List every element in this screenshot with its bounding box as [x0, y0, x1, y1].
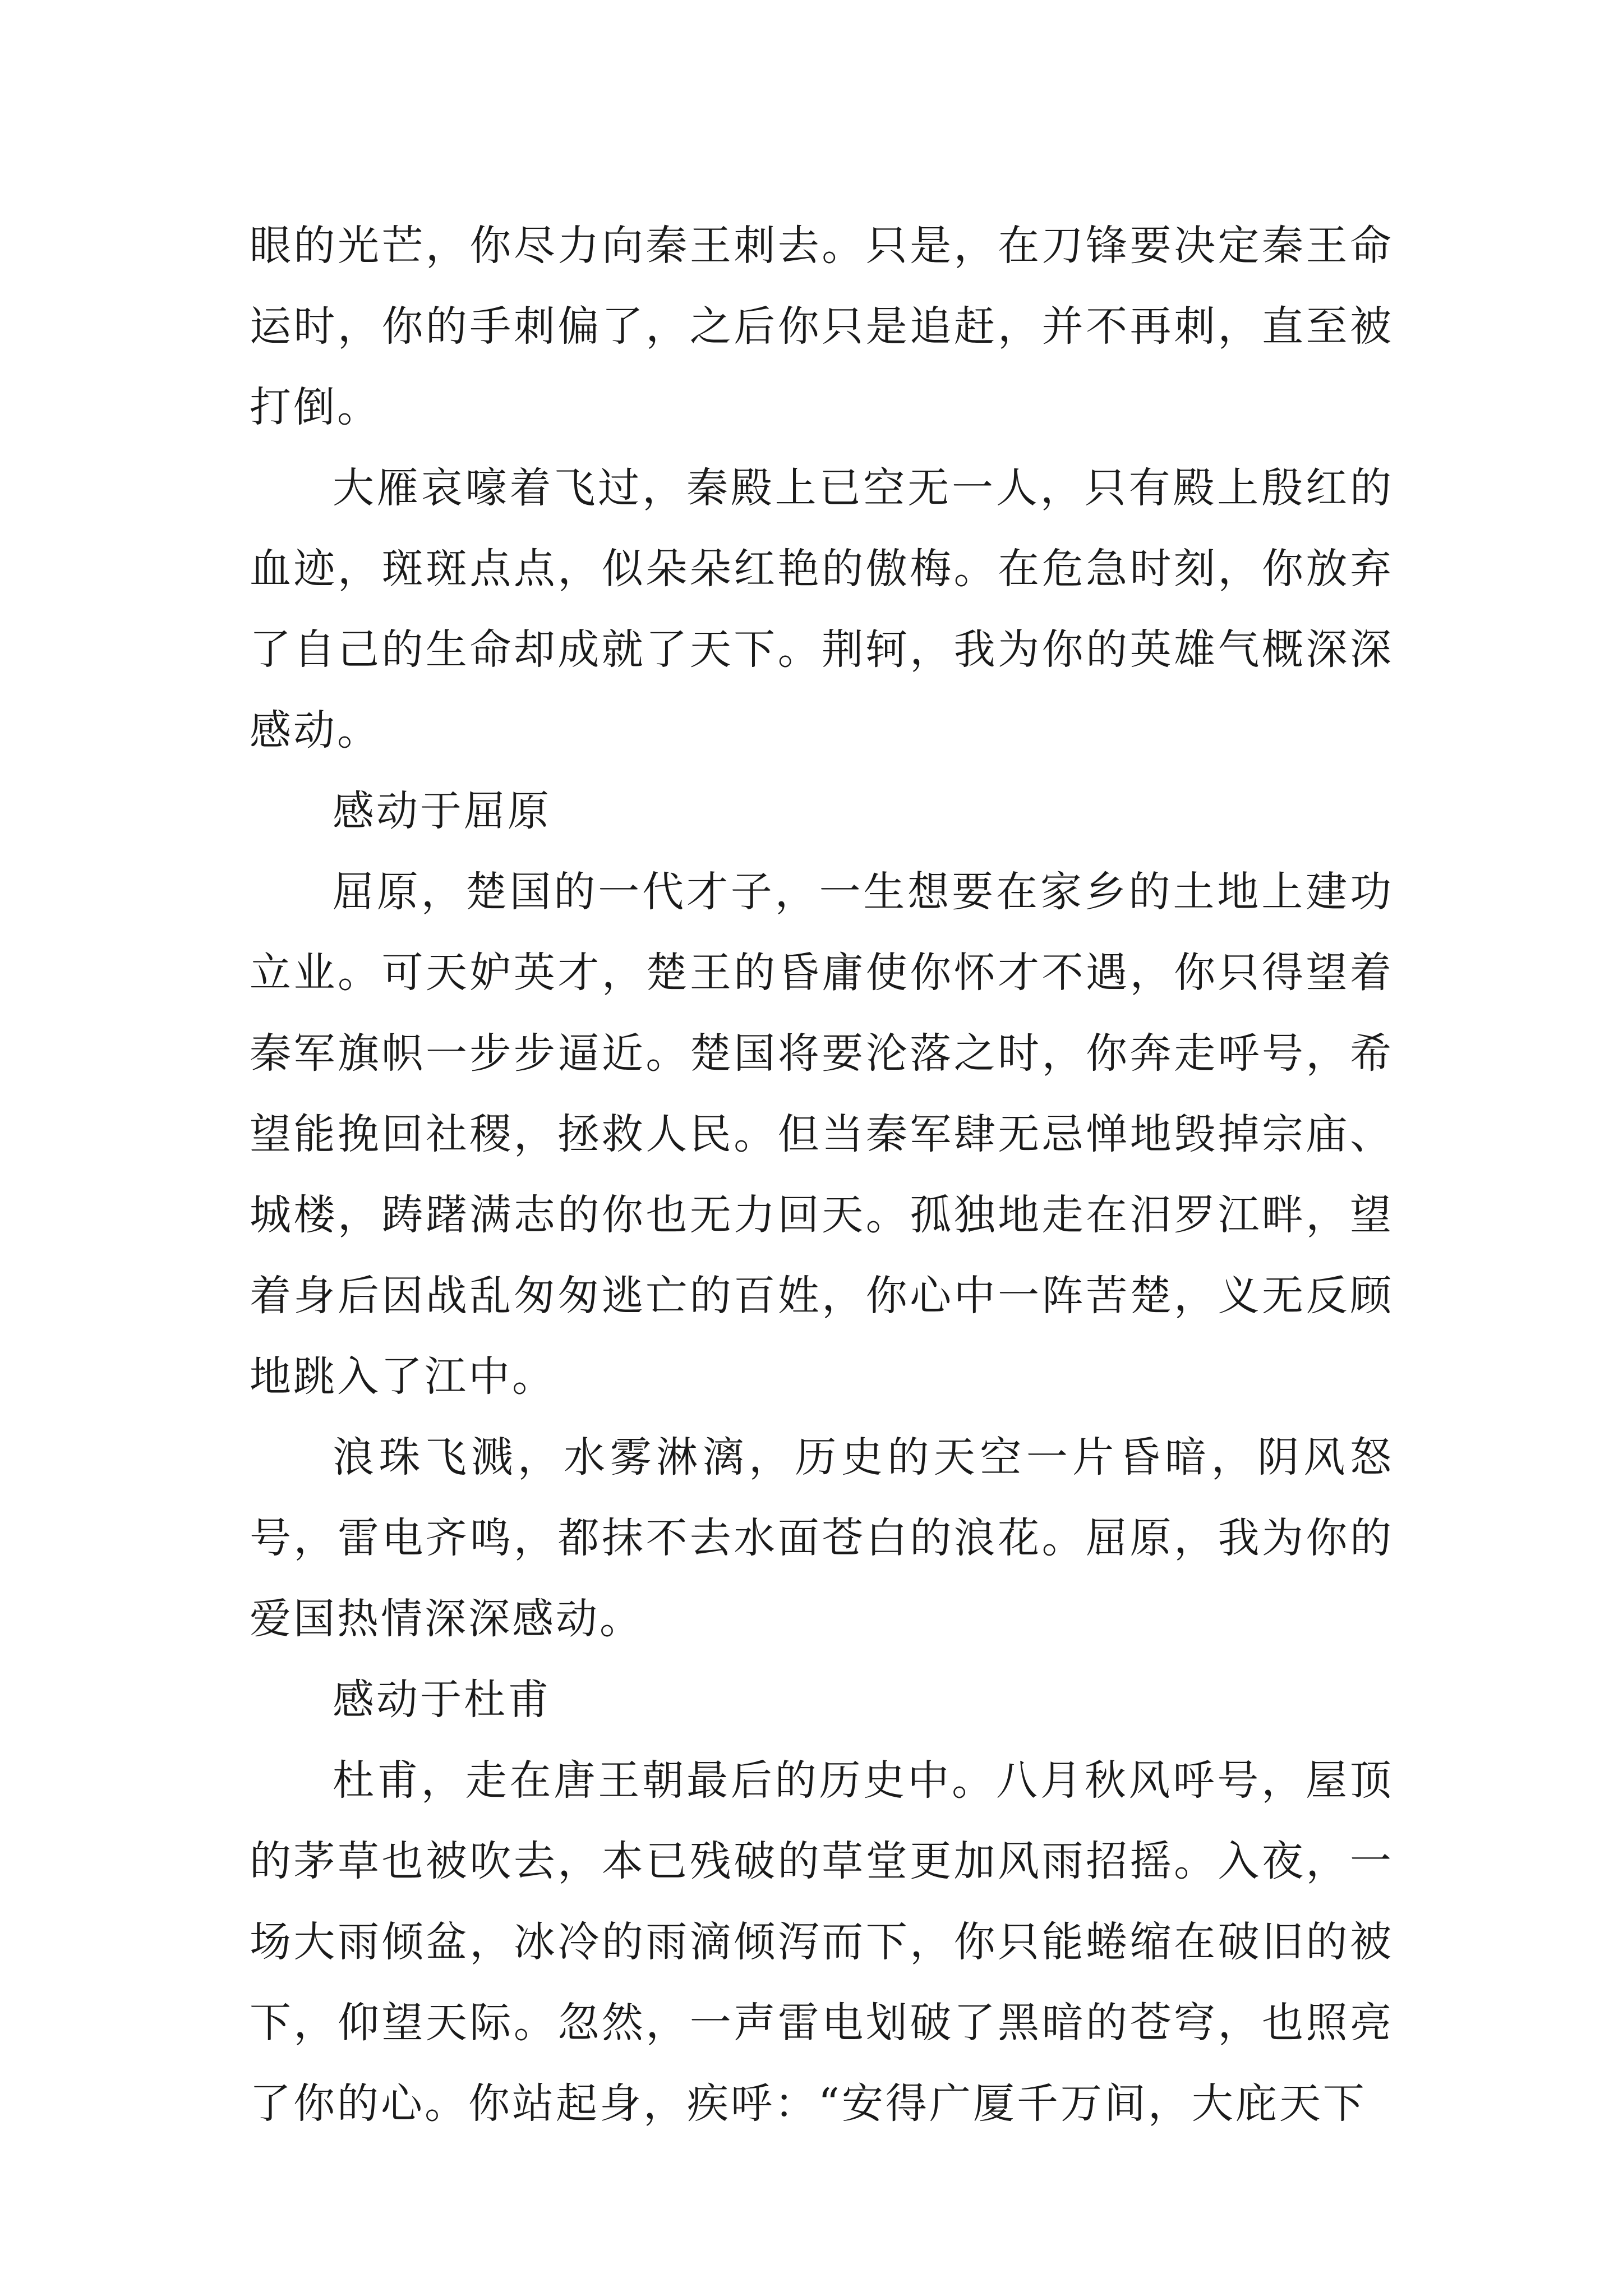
paragraph-jing-ke-summary: 大雁哀嚎着飞过，秦殿上已空无一人，只有殿上殷红的血迹，斑斑点点，似朵朵红艳的傲梅。在危急时刻，你放弃了自己的生命却成就了天下。荆轲，我为你的英雄气概深深感动。: [250, 464, 1394, 754]
document-body: [250, 205, 1394, 2144]
paragraph-qu-yuan-summary: 浪珠飞溅，水雾淋漓，历史的天空一片昏暗，阴风怒号，雷电齐鸣，都抹不去水面苍白的浪花。屈原，我为你的爱国热情深深感动。: [250, 1433, 1394, 1643]
paragraph-du-fu-story: 杜甫，走在唐王朝最后的历史中。八月秋风呼号，屋顶的茅草也被吹去，本已残破的草堂更加风雨招摇。入夜，一场大雨倾盆，冰冷的雨滴倾泻而下，你只能蜷缩在破旧的被下，仰望天际。忽然，一声雷电划破了黑暗的苍穹，也照亮了你的心。你站起身，疾呼：“安得广厦千万间，大庇天下: [250, 1756, 1394, 2128]
section-heading-du-fu: 感动于杜甫: [333, 1676, 551, 1724]
paragraph-qu-yuan-story: 屈原，楚国的一代才子，一生想要在家乡的土地上建功立业。可天妒英才，楚王的昏庸使你怀才不遇，你只得望着秦军旗帜一步步逼近。楚国将要沦落之时，你奔走呼号，希望能挽回社稷，拯救人民。但当秦军肆无忌惮地毁掉宗庙、城楼，踌躇满志的你也无力回天。孤独地走在汨罗江畔，望着身后因战乱匆匆逃亡的百姓，你心中一阵苦楚，义无反顾地跳入了江中。: [250, 868, 1394, 1401]
paragraph-continuation: 眼的光芒，你尽力向秦王刺去。只是，在刀锋要决定秦王命运时，你的手刺偏了，之后你只是追赶，并不再刺，直至被打倒。: [250, 222, 1394, 431]
section-heading-qu-yuan: 感动于屈原: [333, 787, 551, 835]
